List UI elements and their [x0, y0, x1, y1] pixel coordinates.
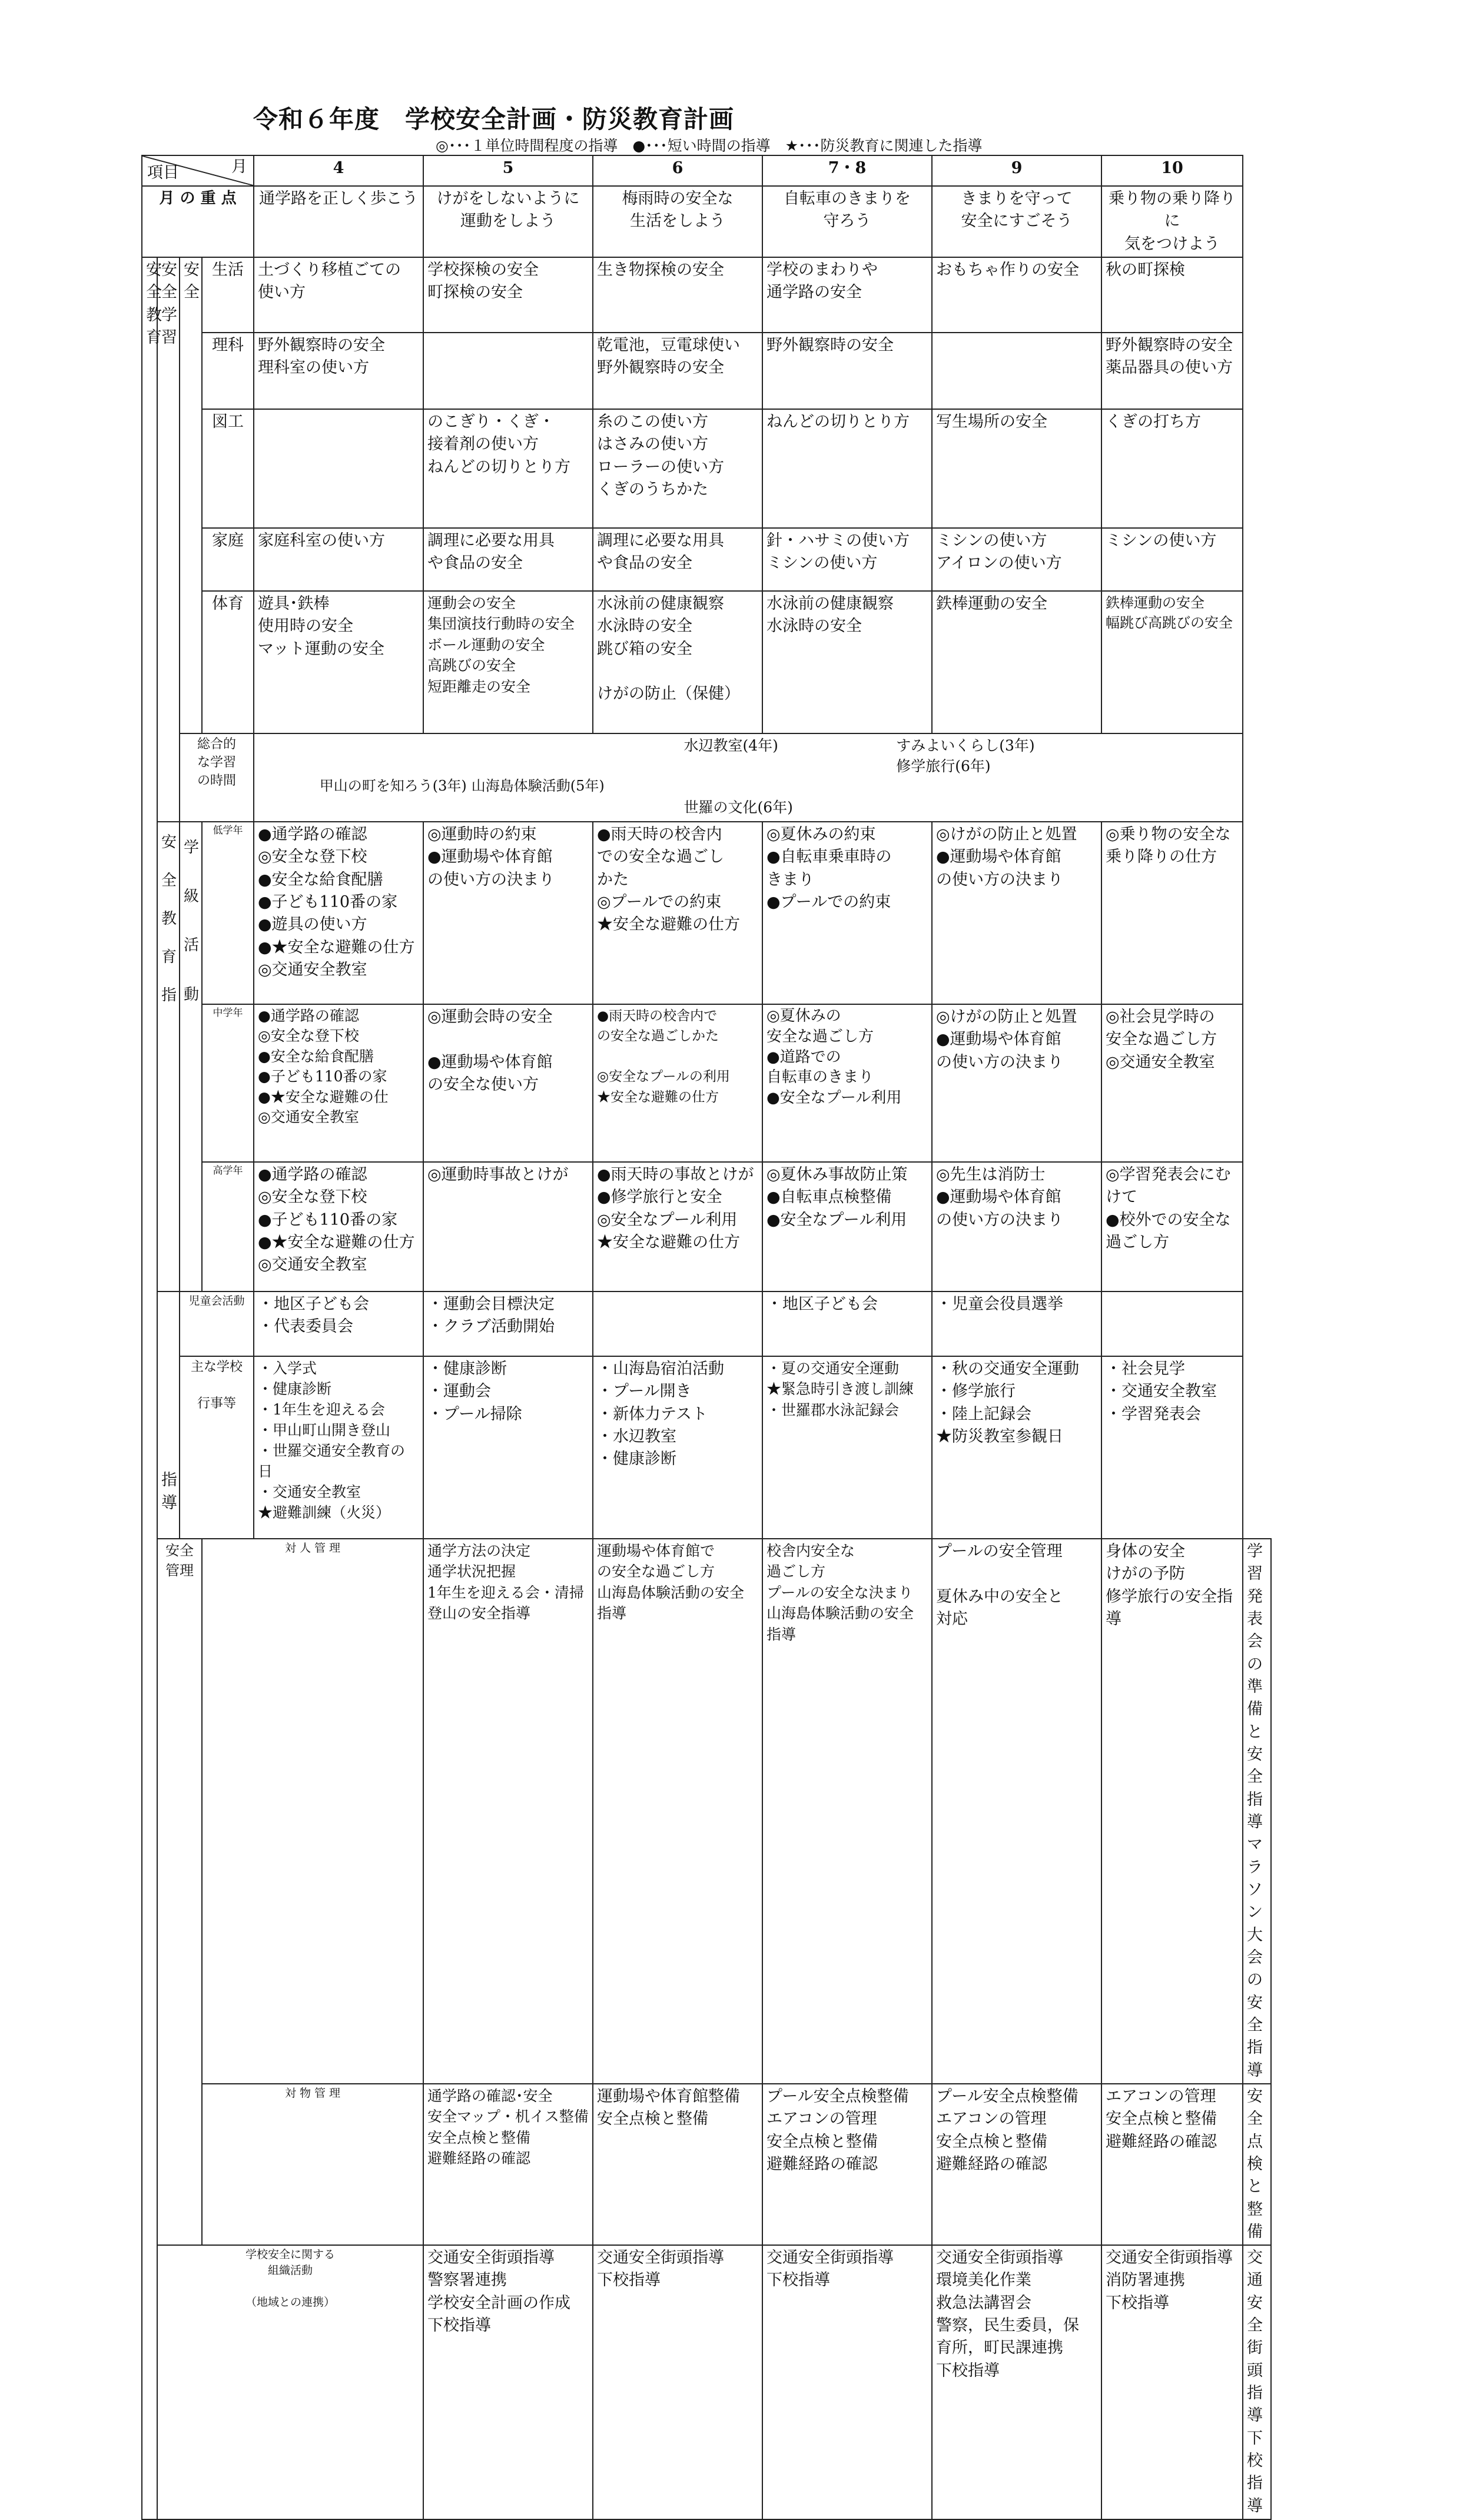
kanri-cell: 通学方法の決定 通学状況把握 1年生を迎える会・清掃 登山の安全指導 [423, 1539, 593, 2084]
jidokai-label: 児童会活動 [180, 1291, 254, 1356]
subject-cell: ミシンの使い方 アイロンの使い方 [932, 528, 1101, 591]
grade-cell: ◎社会見学時の 安全な過ごし方 ◎交通安全教室 [1101, 1004, 1243, 1162]
grade-cell: ◎乗り物の安全な 乗り降りの仕方 [1101, 822, 1243, 1004]
sogo-segment: 山海島体験活動(5年) [471, 777, 605, 794]
subject-cell: 糸のこの使い方 はさみの使い方 ローラーの使い方 くぎのうちかた [593, 409, 762, 528]
grade-cell: ●通学路の確認 ◎安全な登下校 ●子ども110番の家 ●★安全な避難の仕方 ◎交通安全教室 [254, 1162, 423, 1291]
month-header: 4 [254, 155, 423, 186]
subject-cell: ねんどの切りとり方 [762, 409, 932, 528]
kanri-cell: エアコンの管理 安全点検と整備 避難経路の確認 [1101, 2084, 1243, 2245]
subject-cell [423, 333, 593, 409]
subject-cell: くぎの打ち方 [1101, 409, 1243, 528]
soshiki-cell: 交通安全街頭指導 環境美化作業 救急法講習会 警察，民生委員，保 育所，町民課連携 下校指導 [932, 2245, 1101, 2519]
focus-cell: 乗り物の乗り降りに 気をつけよう [1101, 186, 1243, 257]
subject-row [142, 528, 1271, 591]
grade-cell: ●雨天時の校舎内 での安全な過ごし かた ◎プールでの約束 ★安全な避難の仕方 [593, 822, 762, 1004]
grade-cell: ●通学路の確認 ◎安全な登下校 ●安全な給食配膳 ●子ども110番の家 ●遊具の使い方 ●★安全な避難の仕方 ◎交通安全教室 [254, 822, 423, 1004]
grade-row [142, 1004, 1271, 1162]
soshiki-cell: 交通安全街頭指導 下校指導 [762, 2245, 932, 2519]
kanri-cell: プール安全点検整備 エアコンの管理 安全点検と整備 避難経路の確認 [762, 2084, 932, 2245]
jidokai-cell [593, 1291, 762, 1356]
grade-cell: ◎夏休みの約束 ●自転車乗車時の きまり ●プールでの約束 [762, 822, 932, 1004]
subject-cell: 水泳前の健康観察 水泳時の安全 [762, 591, 932, 733]
subject-cell: 秋の町探検 [1101, 257, 1243, 333]
focus-label: 月 の 重 点 [142, 186, 254, 257]
subject-cell: 写生場所の安全 [932, 409, 1101, 528]
grade-cell: ◎夏休みの 安全な過ごし方 ●道路での 自転車のきまり ●安全なプール利用 [762, 1004, 932, 1162]
grade-label: 中学年 [202, 1004, 254, 1162]
jidokai-cell: ・運動会目標決定 ・クラブ活動開始 [423, 1291, 593, 1356]
gyoji-cell: ・秋の交通安全運動 ・修学旅行 ・陸上記録会 ★防災教室参観日 [932, 1356, 1101, 1539]
subject-cell: 調理に必要な用具 や食品の安全 [423, 528, 593, 591]
subject-cell: 遊具･鉄棒 使用時の安全 マット運動の安全 [254, 591, 423, 733]
focus-cell: 通学路を正しく歩こう [254, 186, 423, 257]
focus-cell: 自転車のきまりを 守ろう [762, 186, 932, 257]
group-label-anzen-kanri: 安全 管理 [157, 1539, 202, 2245]
subject-cell: 学校探検の安全 町探検の安全 [423, 257, 593, 333]
soshiki-cell: 交通安全街頭指導 下校指導 [593, 2245, 762, 2519]
legend-note: ◎･･･１単位時間程度の指導 ●･･･短い時間の指導 ★･･･防災教育に関連した指導 [436, 137, 983, 154]
grade-cell: ◎運動時事故とけが [423, 1162, 593, 1291]
subject-cell: おもちゃ作りの安全 [932, 257, 1101, 333]
subject-cell: 鉄棒運動の安全 幅跳び高跳びの安全 [1101, 591, 1243, 733]
grade-cell: ◎夏休み事故防止策 ●自転車点検整備 ●安全なプール利用 [762, 1162, 932, 1291]
jidokai-cell: ・地区子ども会 ・代表委員会 [254, 1291, 423, 1356]
subject-cell: 調理に必要な用具 や食品の安全 [593, 528, 762, 591]
soshiki-row [142, 2245, 1271, 2519]
soshiki-cell: 交通安全街頭指導 消防署連携 下校指導 [1101, 2245, 1243, 2519]
kanri-row [142, 2084, 1271, 2245]
kanri-cell: 学習発表会の 準備と安全指導 マラソン大会の 安全指導 [1243, 1539, 1271, 2084]
gyoji-cell: ・健康診断 ・運動会 ・プール掃除 [423, 1356, 593, 1539]
grade-cell: ●雨天時の校舎内で の安全な過ごしかた ◎安全なプールの利用 ★安全な避難の仕方 [593, 1004, 762, 1162]
subject-label: 生活 [202, 257, 254, 333]
month-header-row [142, 155, 1271, 186]
gyoji-cell: ・山海島宿泊活動 ・プール開き ・新体力テスト ・水辺教室 ・健康診断 [593, 1356, 762, 1539]
group-label-anzen-kyoiku-shido: 安 全 教 育 指 [157, 822, 180, 1291]
soshiki-label: 学校安全に関する 組織活動 （地域との連携） [157, 2245, 423, 2519]
sogo-segments [258, 735, 1239, 820]
subject-cell: 野外観察時の安全 [762, 333, 932, 409]
subject-cell: 家庭科室の使い方 [254, 528, 423, 591]
kanri-cell: 身体の安全 けがの予防 修学旅行の安全指 導 [1101, 1539, 1243, 2084]
focus-row [142, 186, 1271, 257]
kanri-row [142, 1539, 1271, 2084]
jidokai-row [142, 1291, 1271, 1356]
sogo-segment: 甲山の町を知ろう(3年) [319, 777, 467, 794]
gyoji-row [142, 1356, 1271, 1539]
subject-label: 図工 [202, 409, 254, 528]
jidokai-cell: ・地区子ども会 [762, 1291, 932, 1356]
subject-cell: 乾電池，豆電球使い 野外観察時の安全 [593, 333, 762, 409]
group-label-gakkyu-katsudo: 学 級 活 動 [180, 822, 202, 1291]
soshiki-cell: 交通安全街頭指導 警察署連携 学校安全計画の作成 下校指導 [423, 2245, 593, 2519]
group-label-shido: 指 導 [157, 1291, 180, 1539]
subject-cell: 水泳前の健康観察 水泳時の安全 跳び箱の安全 けがの防止（保健） [593, 591, 762, 733]
item-month-corner [142, 155, 254, 186]
subject-cell: 学校のまわりや 通学路の安全 [762, 257, 932, 333]
kanri-cell: 運動場や体育館整備 安全点検と整備 [593, 2084, 762, 2245]
kanri-cell: プール安全点検整備 エアコンの管理 安全点検と整備 避難経路の確認 [932, 2084, 1101, 2245]
group-label-anzen-kyoiku: 安 全 教 育 [142, 257, 157, 2519]
focus-cell: きまりを守って 安全にすごそう [932, 186, 1101, 257]
gyoji-cell: ・入学式 ・健康診断 ・1年生を迎える会 ・甲山町山開き登山 ・世羅交通安全教育の日 ・交通安全教室 ★避難訓練（火災） [254, 1356, 423, 1539]
month-header: 9 [932, 155, 1101, 186]
subject-row [142, 409, 1271, 528]
subject-cell [254, 409, 423, 528]
month-header: 10 [1101, 155, 1243, 186]
kanri-label: 対 物 管 理 [202, 2084, 423, 2245]
grade-cell: ●雨天時の事故とけが ●修学旅行と安全 ◎安全なプール利用 ★安全な避難の仕方 [593, 1162, 762, 1291]
month-header: 5 [423, 155, 593, 186]
grade-cell: ●通学路の確認 ◎安全な登下校 ●安全な給食配膳 ●子ども110番の家 ●★安全な避難の仕 ◎交通安全教室 [254, 1004, 423, 1162]
kanri-cell: 校舎内安全な 過ごし方 プールの安全な決まり 山海島体験活動の安全指導 [762, 1539, 932, 2084]
kanri-cell: 安全点検と整備 [1243, 2084, 1271, 2245]
grade-cell: ◎けがの防止と処置 ●運動場や体育館 の使い方の決まり [932, 1004, 1101, 1162]
group-label-anzen: 安 全 [180, 257, 202, 733]
kanri-label: 対 人 管 理 [202, 1539, 423, 2084]
subject-cell: 野外観察時の安全 薬品器具の使い方 [1101, 333, 1243, 409]
jidokai-cell: ・児童会役員選挙 [932, 1291, 1101, 1356]
subject-cell: 針・ハサミの使い方 ミシンの使い方 [762, 528, 932, 591]
grade-cell: ◎学習発表会にむ けて ●校外での安全な 過ごし方 [1101, 1162, 1243, 1291]
subject-label: 家庭 [202, 528, 254, 591]
subject-label: 理科 [202, 333, 254, 409]
grade-row [142, 822, 1271, 1004]
subject-cell: 野外観察時の安全 理科室の使い方 [254, 333, 423, 409]
safety-plan-table [141, 155, 1272, 2520]
subject-cell: 土づくり移植ごての 使い方 [254, 257, 423, 333]
gyoji-cell: ・社会見学 ・交通安全教室 ・学習発表会 [1101, 1356, 1243, 1539]
soshiki-cell: 交通安全街頭指導 下校指導 [1243, 2245, 1271, 2519]
grade-cell: ◎けがの防止と処置 ●運動場や体育館 の使い方の決まり [932, 822, 1101, 1004]
subject-row [142, 257, 1271, 333]
grade-row [142, 1162, 1271, 1291]
month-header: 7・8 [762, 155, 932, 186]
subject-cell: のこぎり・くぎ・ 接着剤の使い方 ねんどの切りとり方 [423, 409, 593, 528]
item-label: 項目 [147, 163, 179, 182]
grade-label: 低学年 [202, 822, 254, 1004]
jidokai-cell [1101, 1291, 1243, 1356]
subject-cell: ミシンの使い方 [1101, 528, 1243, 591]
sogo-row [142, 733, 1271, 822]
sogo-label: 総合的 な学習 の時間 [180, 733, 254, 822]
group-label-anzen-gakushu: 安 全 学 習 [157, 257, 180, 822]
sogo-segment: すみよいくらし(3年) 修学旅行(6年) [896, 736, 1035, 775]
month-label: 月 [231, 158, 247, 176]
grade-cell: ◎先生は消防士 ●運動場や体育館 の使い方の決まり [932, 1162, 1101, 1291]
grade-label: 高学年 [202, 1162, 254, 1291]
subject-label: 体育 [202, 591, 254, 733]
kanri-cell: 通学路の確認･安全 安全マップ・机イス整備 安全点検と整備 避難経路の確認 [423, 2084, 593, 2245]
gyoji-label: 主な学校 行事等 [180, 1356, 254, 1539]
grade-cell: ◎運動会時の安全 ●運動場や体育館 の安全な使い方 [423, 1004, 593, 1162]
subject-cell [932, 333, 1101, 409]
sogo-segment: 水辺教室(4年) 世羅の文化(6年) [683, 736, 793, 816]
sogo-span-cell [254, 733, 1243, 822]
subject-cell: 運動会の安全 集団演技行動時の安全 ボール運動の安全 高跳びの安全 短距離走の安全 [423, 591, 593, 733]
gyoji-cell: ・夏の交通安全運動 ★緊急時引き渡し訓練 ・世羅郡水泳記録会 [762, 1356, 932, 1539]
focus-cell: けがをしないように 運動をしよう [423, 186, 593, 257]
focus-cell: 梅雨時の安全な 生活をしよう [593, 186, 762, 257]
kanri-cell: 運動場や体育館で の安全な過ごし方 山海島体験活動の安全指導 [593, 1539, 762, 2084]
subject-row [142, 333, 1271, 409]
subject-cell: 鉄棒運動の安全 [932, 591, 1101, 733]
page-title: 令和６年度 学校安全計画・防災教育計画 [253, 105, 735, 134]
month-header: 6 [593, 155, 762, 186]
kanri-cell: プールの安全管理 夏休み中の安全と 対応 [932, 1539, 1101, 2084]
grade-cell: ◎運動時の約束 ●運動場や体育館 の使い方の決まり [423, 822, 593, 1004]
subject-cell: 生き物探検の安全 [593, 257, 762, 333]
subject-row [142, 591, 1271, 733]
